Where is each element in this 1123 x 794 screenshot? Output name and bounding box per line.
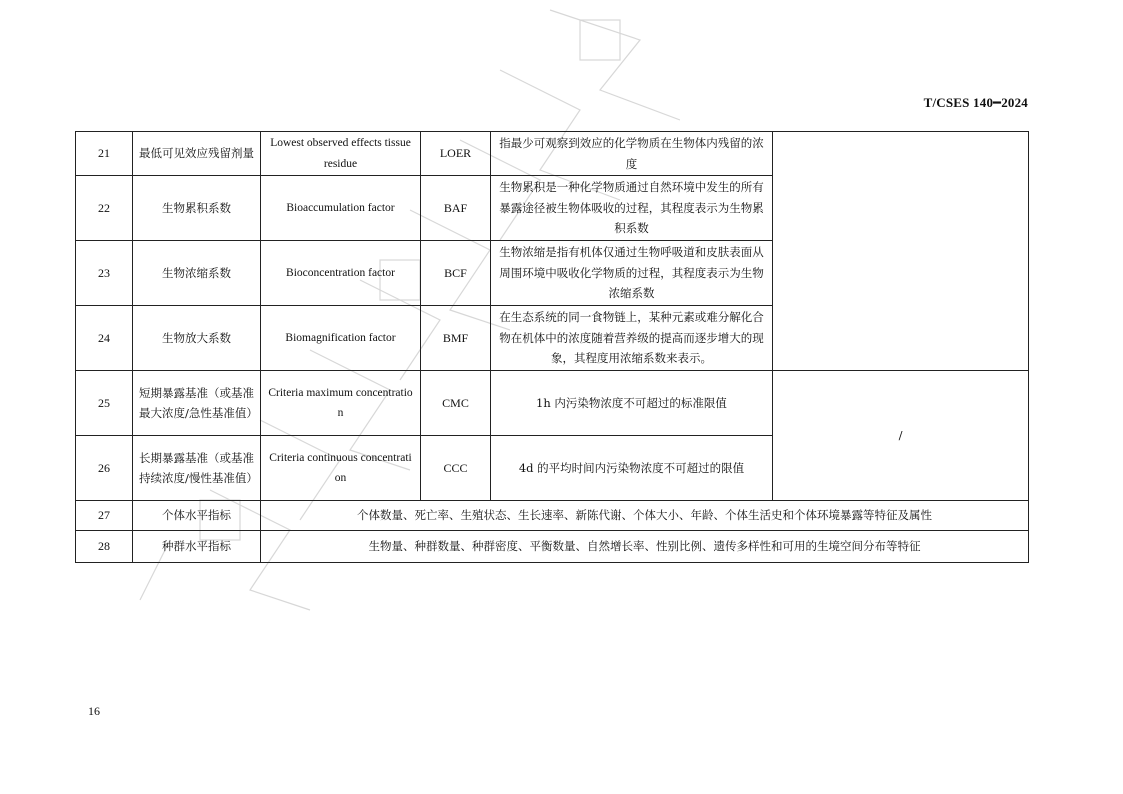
row-number: 27: [76, 501, 133, 531]
term-definition: 生物浓缩是指有机体仅通过生物呼吸道和皮肤表面从周围环境中吸收化学物质的过程，其程度表示为生物浓缩系数: [491, 241, 773, 306]
term-en: Bioconcentration factor: [261, 241, 421, 306]
table-row: [76, 501, 1029, 531]
term-cn: 短期暴露基准（或基准最大浓度/急性基准值）: [133, 371, 261, 436]
term-cn: 种群水平指标: [133, 531, 261, 563]
row-number: 28: [76, 531, 133, 563]
term-definition: 指最少可观察到效应的化学物质在生物体内残留的浓度: [491, 132, 773, 176]
term-abbr: BMF: [421, 306, 491, 371]
term-cn: 生物浓缩系数: [133, 241, 261, 306]
term-abbr: CCC: [421, 436, 491, 501]
remark-cell-21-24: [773, 132, 1029, 371]
row-number: 24: [76, 306, 133, 371]
page-number: 16: [88, 704, 100, 718]
term-en: Lowest observed effects tissue residue: [261, 132, 421, 176]
term-cn: 个体水平指标: [133, 501, 261, 531]
merged-description: 个体数量、死亡率、生殖状态、生长速率、新陈代谢、个体大小、年龄、个体生活史和个体环境暴露等特征及属性: [261, 501, 1029, 531]
term-definition: 生物累积是一种化学物质通过自然环境中发生的所有暴露途径被生物体吸收的过程，其程度表示为生物累积系数: [491, 176, 773, 241]
table-row: [76, 531, 1029, 563]
term-en: Criteria maximum concentration: [261, 371, 421, 436]
table-row: [76, 371, 1029, 436]
row-number: 26: [76, 436, 133, 501]
remark-cell-25-26: /: [773, 371, 1029, 501]
terms-table: [75, 131, 1029, 563]
term-en: Bioaccumulation factor: [261, 176, 421, 241]
row-number: 25: [76, 371, 133, 436]
term-cn: 长期暴露基准（或基准持续浓度/慢性基准值）: [133, 436, 261, 501]
term-definition: 在生态系统的同一食物链上，某种元素或难分解化合物在机体中的浓度随着营养级的提高而逐步增大的现象，其程度用浓缩系数来表示。: [491, 306, 773, 371]
document-code: T/CSES 140━2024: [923, 95, 1028, 110]
term-cn: 最低可见效应残留剂量: [133, 132, 261, 176]
table-row: [76, 132, 1029, 176]
term-en: Biomagnification factor: [261, 306, 421, 371]
row-number: 23: [76, 241, 133, 306]
term-abbr: CMC: [421, 371, 491, 436]
term-abbr: LOER: [421, 132, 491, 176]
term-abbr: BCF: [421, 241, 491, 306]
term-abbr: BAF: [421, 176, 491, 241]
term-definition: 4d 的平均时间内污染物浓度不可超过的限值: [491, 436, 773, 501]
term-cn: 生物累积系数: [133, 176, 261, 241]
term-definition: 1h 内污染物浓度不可超过的标准限值: [491, 371, 773, 436]
row-number: 21: [76, 132, 133, 176]
term-cn: 生物放大系数: [133, 306, 261, 371]
merged-description: 生物量、种群数量、种群密度、平衡数量、自然增长率、性别比例、遗传多样性和可用的生境空间分布等特征: [261, 531, 1029, 563]
term-en: Criteria continuous concentration: [261, 436, 421, 501]
row-number: 22: [76, 176, 133, 241]
